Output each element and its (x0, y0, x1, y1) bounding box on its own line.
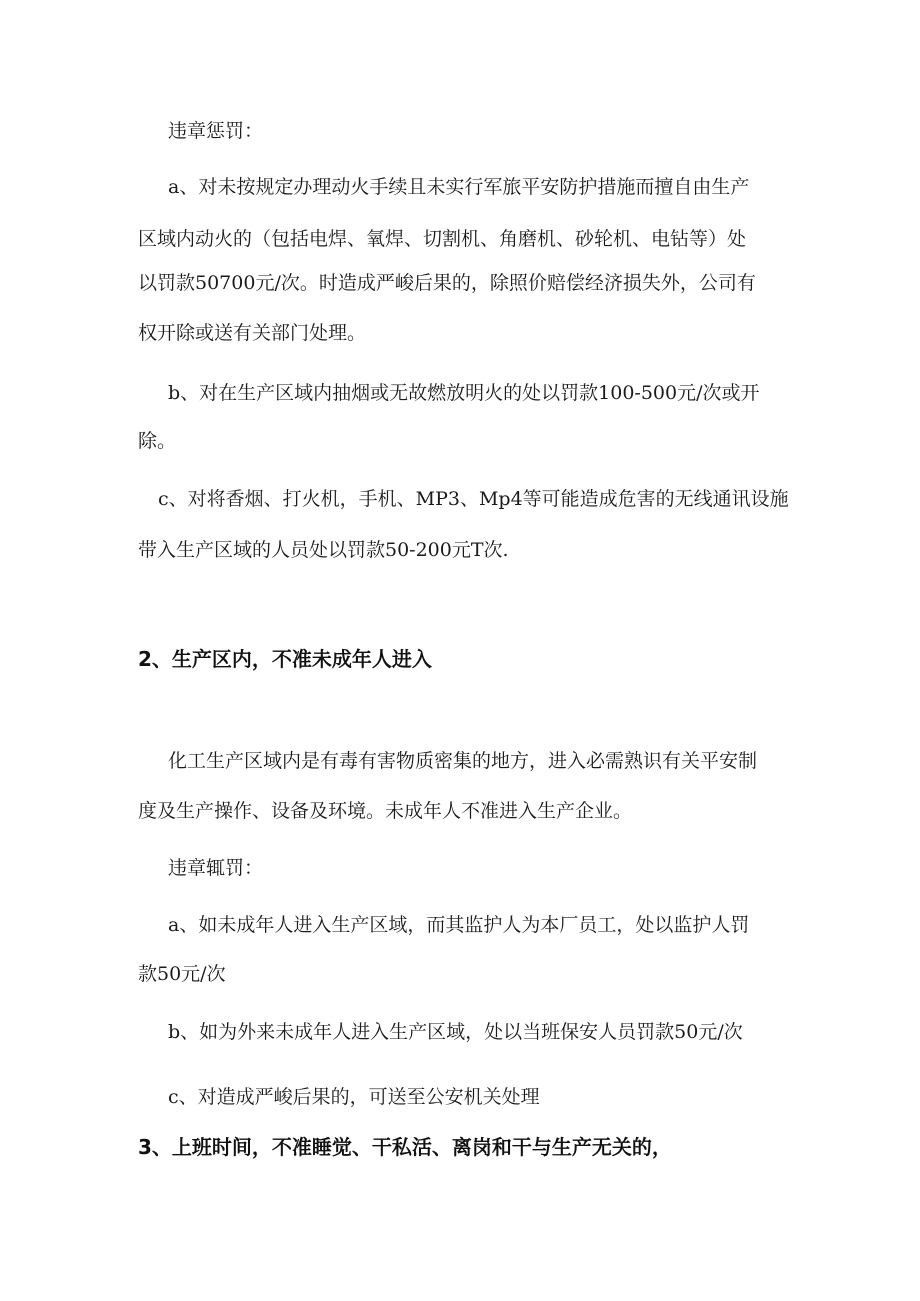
paragraph-line: 款50元/次 (138, 963, 226, 985)
paragraph-line: b、如为外来未成年人进入生产区域，处以当班保安人员罚款50元/次 (168, 1021, 743, 1043)
paragraph-line: b、对在生产区域内抽烟或无故燃放明火的处以罚款100-500元/次或开 (168, 382, 760, 404)
paragraph-line: 带入生产区域的人员处以罚款50-200元T次. (138, 539, 509, 561)
penalty-heading: 违章惩罚： (168, 120, 264, 142)
section-heading: 3、上班时间，不准睡觉、干私活、离岗和干与生产无关的， (138, 1135, 672, 1159)
paragraph-line: 除。 (138, 430, 177, 452)
section-heading: 2、生产区内，不准未成年人进入 (138, 647, 432, 671)
paragraph-line: c、对将香烟、打火机，手机、MP3、Mp4等可能造成危害的无线通讯设施 (158, 488, 789, 510)
paragraph-line: 化工生产区域内是有毒有害物质密集的地方，进入必需熟识有关平安制 (168, 750, 758, 772)
paragraph-line: 以罚款50700元/次。时造成严峻后果的，除照价赔偿经济损失外，公司有 (138, 272, 756, 294)
paragraph-line: 度及生产操作、设备及环境。未成年人不准进入生产企业。 (138, 800, 633, 822)
paragraph-line: a、如未成年人进入生产区域，而其监护人为本厂员工，处以监护人罚 (168, 914, 750, 936)
paragraph-line: 区域内动火的（包括电焊、氧焊、切割机、角磨机、砂轮机、电钻等）处 (138, 228, 747, 250)
paragraph-line: a、对未按规定办理动火手续且未实行军旅平安防护措施而擅自由生产 (168, 176, 750, 198)
paragraph-line: 权开除或送有关部门处理。 (138, 322, 367, 344)
paragraph-line: c、对造成严峻后果的，可送至公安机关处理 (168, 1086, 540, 1108)
penalty-heading: 违章辄罚： (168, 857, 264, 879)
